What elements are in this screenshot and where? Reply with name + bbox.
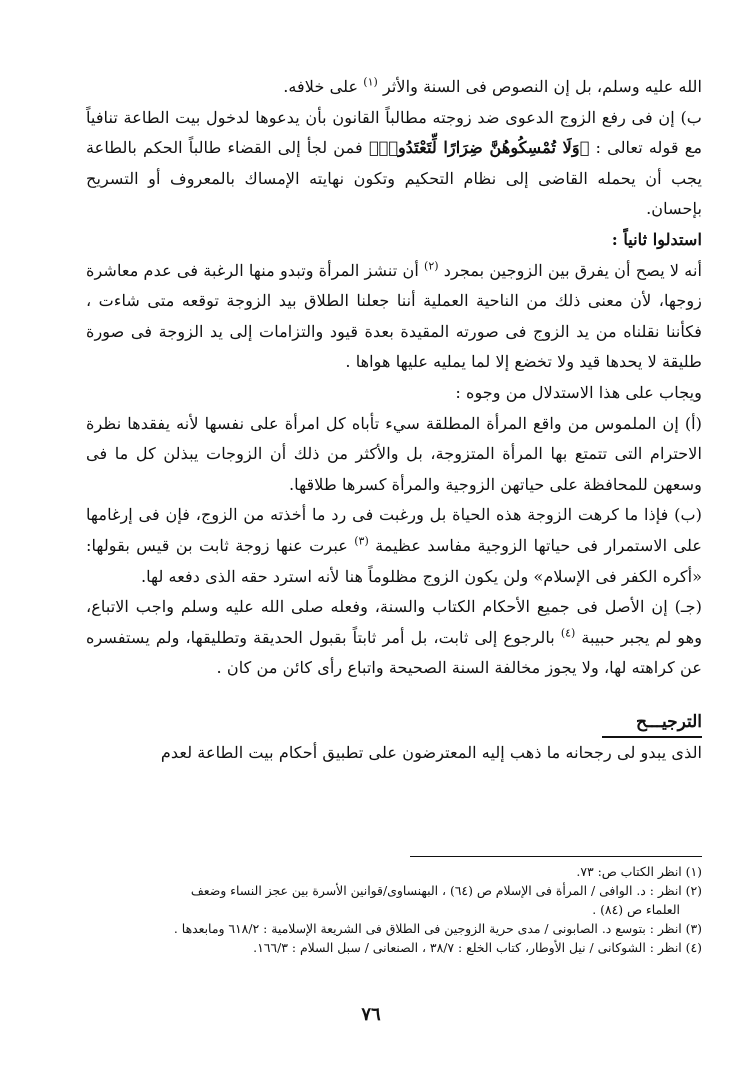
page-number: ٧٦ bbox=[361, 1004, 381, 1025]
footnote-ref-1[interactable]: (١) bbox=[363, 75, 378, 89]
paragraph-1-text: الله عليه وسلم، بل إن النصوص فى السنة والأثر bbox=[382, 77, 702, 96]
section-heading-tarjih: الترجيـــح bbox=[602, 708, 702, 738]
footnote-ref-2[interactable]: (٢) bbox=[424, 259, 439, 273]
paragraph-3-text-b: أن تنشز المرأة وتبدو منها الرغبة فى عدم معاشرة زوجها، لأن معنى ذلك من الناحية العملية أننا جعلنا الطلاق بيد الزوجة توقعه متى شاءت ، فكأننا نقلناه من يد الزوج فى صورته المقيدة بعدة قيود والتزامات إلى يد الزوجة فى صورة طليقة لا يحدها قيد ولا تخضع إلا لما يمليه عليها هواها . bbox=[86, 260, 702, 372]
tarjih-section bbox=[86, 708, 702, 738]
paragraph-1 bbox=[86, 72, 702, 103]
footnote-4: (٤) انظر : الشوكانى / نيل الأوطار، كتاب الخلع : ٣٨/٧ ، الصنعانى / سبل السلام : ١٦٦/٣. bbox=[253, 940, 702, 955]
footnote-ref-4[interactable]: (٤) bbox=[560, 626, 576, 640]
section-heading-second-argument: استدلوا ثانياً : bbox=[611, 229, 702, 249]
footnote-2: (٢) انظر : د. الوافى / المرأة فى الإسلام ص (٦٤) ، البهنساوى/قوانين الأسرة بين عجز النساء وضعف bbox=[190, 883, 702, 898]
paragraph-5: (أ) إن الملموس من واقع المرأة المطلقة سيء تأباه كل امرأة على نفسها لأنه يفقدها نظرة الاحترام التى تتمتع بها المرأة المتزوجة، بل والأكثر من ذلك أن الزوجات يبذلن كل ما فى وسعهن للمحافظة على حياتهن الزوجية والمرأة كسرها طلاقها. bbox=[86, 413, 702, 494]
paragraph-2-text-b: فمن لجأ إلى القضاء طالباً الحكم بالطاعة يجب أن يحمله القاضى إلى نظام التحكيم وتكون نهايته الإمساك بالمعروف أو التسريح بإحسان. bbox=[86, 138, 702, 219]
footnote-divider bbox=[410, 856, 702, 857]
paragraph-3 bbox=[86, 256, 702, 378]
paragraph-7 bbox=[86, 592, 702, 684]
paragraph-2 bbox=[86, 103, 702, 225]
paragraph-7-text-b: بالرجوع إلى ثابت، بل أمر ثابتاً بقبول الحديقة وتطليقها، ولم يستفسره عن كراهته لها، ولا يجوز مخالفة السنة الصحيحة واتباع رأى كائن من كان . bbox=[86, 627, 702, 678]
paragraph-7-text-a: (جـ) إن الأصل فى جميع الأحكام الكتاب والسنة، وفعله صلى الله عليه وسلم واجب الاتباع، وهو لم يجبر حبيبة bbox=[86, 597, 703, 647]
paragraph-6-text-b: عبرت عنها زوجة ثابت بن قيس بقولها: «أكره الكفر فى الإسلام» ولن يكون الزوج مظلوماً هنا لأنه استرد حقه الذى دفعه لها. bbox=[86, 535, 702, 586]
paragraph-8: الذى يبدو لى رجحانه ما ذهب إليه المعترضون على تطبيق أحكام بيت الطاعة لعدم bbox=[160, 742, 702, 762]
footnote-1: (١) انظر الكتاب ص: ٧٣. bbox=[576, 864, 702, 879]
paragraph-1-end: على خلافه. bbox=[283, 77, 359, 96]
footnote-3: (٣) انظر : بتوسع د. الصابونى / مدى حرية الزوجين فى الطلاق فى الشريعة الإسلامية : ٦١٨/٢ ومابعدها . bbox=[173, 921, 702, 936]
paragraph-3-text-a: أنه لا يصح أن يفرق بين الزوجين بمجرد bbox=[443, 260, 702, 280]
footnote-ref-3[interactable]: (٣) bbox=[354, 534, 369, 548]
paragraph-6 bbox=[86, 500, 702, 592]
paragraph-2-text-a: ب) إن فى رفع الزوج الدعوى ضد زوجته مطالباً القانون بأن يدعوها لدخول بيت الطاعة تنافياً مع قوله تعالى : bbox=[86, 107, 702, 158]
footnotes bbox=[86, 862, 702, 957]
paragraph-6-text-a: (ب) فإذا ما كرهت الزوجة هذه الحياة بل ورغبت فى رد ما أخذته من الزوج، فإن فى إرغامها على الاستمرار فى حياتها الزوجية مفاسد عظيمة bbox=[86, 505, 702, 555]
main-text bbox=[86, 72, 702, 768]
quran-verse: ﴿وَلَا تُمْسِكُوهُنَّ ضِرَارًا لِّتَعْتَدُوا۟﴾ bbox=[368, 138, 590, 158]
paragraph-4: ويجاب على هذا الاستدلال من وجوه : bbox=[455, 382, 702, 402]
footnote-2-continuation: العلماء ص (٨٤) . bbox=[592, 902, 680, 917]
